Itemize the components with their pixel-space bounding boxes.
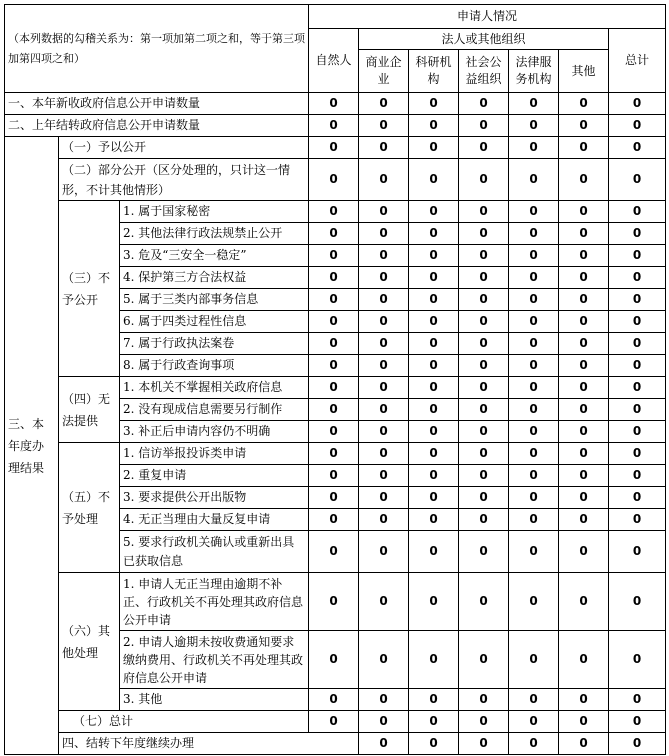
value-cell: 0 <box>359 267 409 289</box>
value-cell: 0 <box>409 245 459 267</box>
value-cell: 0 <box>559 487 609 509</box>
value-cell: 0 <box>459 377 509 399</box>
value-cell: 0 <box>509 509 559 531</box>
table-row <box>5 377 666 399</box>
value-cell: 0 <box>309 159 359 201</box>
value-cell: 0 <box>309 289 359 311</box>
value-cell: 0 <box>409 733 459 755</box>
value-cell: 0 <box>509 159 559 201</box>
value-cell: 0 <box>609 487 666 509</box>
value-cell: 0 <box>509 223 559 245</box>
row-label: 4. 无正当理由大量反复申请 <box>120 509 309 531</box>
value-cell: 0 <box>459 311 509 333</box>
value-cell: 0 <box>359 289 409 311</box>
value-cell: 0 <box>559 333 609 355</box>
value-cell: 0 <box>359 93 409 115</box>
value-cell: 0 <box>409 465 459 487</box>
row-label: 3. 危及“三安全一稳定” <box>120 245 309 267</box>
value-cell: 0 <box>459 465 509 487</box>
value-cell: 0 <box>309 267 359 289</box>
value-cell: 0 <box>459 245 509 267</box>
value-cell: 0 <box>359 733 409 755</box>
legal-entities-header: 法人或其他组织 <box>359 29 609 50</box>
value-cell: 0 <box>509 93 559 115</box>
value-cell: 0 <box>509 711 559 733</box>
section-3-label: 三、本年度办理结果 <box>5 137 59 755</box>
row-label: 2. 其他法律行政法规禁止公开 <box>120 223 309 245</box>
table-row <box>5 711 666 733</box>
value-cell: 0 <box>309 487 359 509</box>
value-cell: 0 <box>459 531 509 573</box>
note-header: （本列数据的勾稽关系为：第一项加第二项之和，等于第三项加第四项之和） <box>5 5 309 93</box>
value-cell: 0 <box>309 631 359 689</box>
value-cell: 0 <box>459 159 509 201</box>
value-cell: 0 <box>409 159 459 201</box>
value-cell: 0 <box>459 289 509 311</box>
value-cell: 0 <box>459 93 509 115</box>
value-cell: 0 <box>609 115 666 137</box>
value-cell: 0 <box>509 311 559 333</box>
value-cell: 0 <box>359 443 409 465</box>
value-cell: 0 <box>309 711 359 733</box>
value-cell: 0 <box>409 289 459 311</box>
table-row <box>5 733 666 755</box>
row-label: 8. 属于行政查询事项 <box>120 355 309 377</box>
value-cell: 0 <box>409 399 459 421</box>
value-cell: 0 <box>509 137 559 159</box>
value-cell: 0 <box>509 399 559 421</box>
value-cell: 0 <box>559 509 609 531</box>
value-cell: 0 <box>609 267 666 289</box>
value-cell: 0 <box>459 487 509 509</box>
legal-service-header: 法律服务机构 <box>509 50 559 93</box>
row-label: 6. 属于四类过程性信息 <box>120 311 309 333</box>
value-cell: 0 <box>459 509 509 531</box>
value-cell: 0 <box>359 333 409 355</box>
sub-section-5-label: （五）不予处理 <box>59 443 120 573</box>
value-cell: 0 <box>509 443 559 465</box>
table-row <box>5 573 666 631</box>
value-cell: 0 <box>509 689 559 711</box>
value-cell: 0 <box>459 355 509 377</box>
value-cell: 0 <box>559 355 609 377</box>
row-label: 二、上年结转政府信息公开申请数量 <box>5 115 309 137</box>
value-cell: 0 <box>359 355 409 377</box>
value-cell: 0 <box>609 377 666 399</box>
value-cell: 0 <box>409 267 459 289</box>
value-cell: 0 <box>359 311 409 333</box>
value-cell: 0 <box>509 245 559 267</box>
value-cell: 0 <box>359 631 409 689</box>
value-cell: 0 <box>359 531 409 573</box>
value-cell: 0 <box>409 631 459 689</box>
other-header: 其他 <box>559 50 609 93</box>
value-cell: 0 <box>309 399 359 421</box>
commercial-header: 商业企业 <box>359 50 409 93</box>
value-cell: 0 <box>509 573 559 631</box>
value-cell: 0 <box>309 443 359 465</box>
value-cell: 0 <box>409 333 459 355</box>
statistics-table <box>4 4 666 755</box>
value-cell: 0 <box>309 311 359 333</box>
value-cell: 0 <box>359 159 409 201</box>
value-cell: 0 <box>459 689 509 711</box>
row-label: 2. 申请人逾期未按收费通知要求缴纳费用、行政机关不再处理其政府信息公开申请 <box>120 631 309 689</box>
value-cell: 0 <box>409 531 459 573</box>
value-cell: 0 <box>509 487 559 509</box>
value-cell: 0 <box>509 733 559 755</box>
row-label: 1. 申请人无正当理由逾期不补正、行政机关不再处理其政府信息公开申请 <box>120 573 309 631</box>
value-cell: 0 <box>309 245 359 267</box>
value-cell: 0 <box>359 509 409 531</box>
value-cell: 0 <box>459 631 509 689</box>
value-cell: 0 <box>559 159 609 201</box>
value-cell: 0 <box>559 689 609 711</box>
value-cell: 0 <box>409 93 459 115</box>
value-cell: 0 <box>559 267 609 289</box>
value-cell: 0 <box>309 223 359 245</box>
row-label: 3. 其他 <box>120 689 309 711</box>
value-cell: 0 <box>609 137 666 159</box>
value-cell: 0 <box>559 93 609 115</box>
value-cell: 0 <box>609 509 666 531</box>
value-cell: 0 <box>409 443 459 465</box>
social-welfare-header: 社会公益组织 <box>459 50 509 93</box>
value-cell: 0 <box>509 267 559 289</box>
row-label: （二）部分公开（区分处理的，只计这一情形，不计其他情形） <box>59 159 309 201</box>
value-cell: 0 <box>559 245 609 267</box>
value-cell: 0 <box>409 137 459 159</box>
value-cell: 0 <box>559 573 609 631</box>
sub-section-3-label: （三）不予公开 <box>59 201 120 377</box>
value-cell: 0 <box>559 289 609 311</box>
value-cell: 0 <box>359 245 409 267</box>
research-header: 科研机构 <box>409 50 459 93</box>
row-label: 1. 信访举报投诉类申请 <box>120 443 309 465</box>
value-cell: 0 <box>409 115 459 137</box>
value-cell: 0 <box>309 573 359 631</box>
value-cell: 0 <box>409 573 459 631</box>
value-cell: 0 <box>459 443 509 465</box>
value-cell: 0 <box>409 689 459 711</box>
value-cell: 0 <box>559 733 609 755</box>
row-label: 5. 要求行政机关确认或重新出具已获取信息 <box>120 531 309 573</box>
value-cell: 0 <box>409 509 459 531</box>
value-cell: 0 <box>559 465 609 487</box>
value-cell: 0 <box>509 201 559 223</box>
value-cell: 0 <box>459 421 509 443</box>
value-cell: 0 <box>359 137 409 159</box>
value-cell: 0 <box>559 711 609 733</box>
value-cell: 0 <box>409 311 459 333</box>
value-cell: 0 <box>509 289 559 311</box>
value-cell: 0 <box>609 465 666 487</box>
row-label: 2. 没有现成信息需要另行制作 <box>120 399 309 421</box>
natural-person-header: 自然人 <box>309 29 359 93</box>
value-cell: 0 <box>559 421 609 443</box>
value-cell: 0 <box>359 223 409 245</box>
row-label: 7. 属于行政执法案卷 <box>120 333 309 355</box>
value-cell: 0 <box>609 311 666 333</box>
value-cell: 0 <box>459 267 509 289</box>
value-cell: 0 <box>359 487 409 509</box>
value-cell: 0 <box>609 711 666 733</box>
value-cell: 0 <box>309 377 359 399</box>
row-label: 4. 保护第三方合法权益 <box>120 267 309 289</box>
row-label: 2. 重复申请 <box>120 465 309 487</box>
value-cell: 0 <box>309 465 359 487</box>
value-cell: 0 <box>609 245 666 267</box>
value-cell: 0 <box>559 137 609 159</box>
value-cell: 0 <box>359 201 409 223</box>
value-cell: 0 <box>359 399 409 421</box>
table-row <box>5 443 666 465</box>
value-cell: 0 <box>509 115 559 137</box>
value-cell: 0 <box>359 421 409 443</box>
value-cell: 0 <box>559 377 609 399</box>
value-cell: 0 <box>509 465 559 487</box>
value-cell: 0 <box>309 201 359 223</box>
value-cell: 0 <box>609 531 666 573</box>
value-cell: 0 <box>509 355 559 377</box>
value-cell: 0 <box>559 443 609 465</box>
value-cell: 0 <box>609 689 666 711</box>
value-cell: 0 <box>309 355 359 377</box>
value-cell: 0 <box>559 311 609 333</box>
value-cell: 0 <box>459 573 509 631</box>
total-header: 总计 <box>609 29 666 93</box>
value-cell: 0 <box>309 115 359 137</box>
row-label: 1. 属于国家秘密 <box>120 201 309 223</box>
value-cell: 0 <box>509 631 559 689</box>
value-cell: 0 <box>409 487 459 509</box>
table-row <box>5 115 666 137</box>
value-cell: 0 <box>409 377 459 399</box>
row-label: 1. 本机关不掌握相关政府信息 <box>120 377 309 399</box>
value-cell: 0 <box>559 631 609 689</box>
value-cell: 0 <box>609 733 666 755</box>
table-row <box>5 137 666 159</box>
value-cell: 0 <box>609 631 666 689</box>
value-cell: 0 <box>459 223 509 245</box>
value-cell: 0 <box>309 509 359 531</box>
value-cell: 0 <box>359 711 409 733</box>
value-cell: 0 <box>559 201 609 223</box>
value-cell: 0 <box>459 201 509 223</box>
value-cell: 0 <box>609 159 666 201</box>
value-cell: 0 <box>459 711 509 733</box>
value-cell: 0 <box>609 201 666 223</box>
value-cell: 0 <box>559 115 609 137</box>
applicant-situation-header: 申请人情况 <box>309 5 666 29</box>
value-cell: 0 <box>409 355 459 377</box>
value-cell: 0 <box>409 223 459 245</box>
value-cell: 0 <box>309 531 359 573</box>
value-cell: 0 <box>459 733 509 755</box>
value-cell: 0 <box>409 421 459 443</box>
table-row <box>5 93 666 115</box>
value-cell: 0 <box>609 93 666 115</box>
row-label: 3. 补正后申请内容仍不明确 <box>120 421 309 443</box>
value-cell: 0 <box>609 333 666 355</box>
row-label: 四、结转下年度继续办理 <box>59 733 359 755</box>
value-cell: 0 <box>309 333 359 355</box>
value-cell: 0 <box>409 711 459 733</box>
value-cell: 0 <box>309 93 359 115</box>
value-cell: 0 <box>509 377 559 399</box>
value-cell: 0 <box>459 115 509 137</box>
table-row <box>5 159 666 201</box>
row-label: 5. 属于三类内部事务信息 <box>120 289 309 311</box>
value-cell: 0 <box>459 137 509 159</box>
row-label: 一、本年新收政府信息公开申请数量 <box>5 93 309 115</box>
value-cell: 0 <box>359 573 409 631</box>
value-cell: 0 <box>609 573 666 631</box>
value-cell: 0 <box>459 333 509 355</box>
value-cell: 0 <box>509 531 559 573</box>
value-cell: 0 <box>509 333 559 355</box>
value-cell: 0 <box>359 115 409 137</box>
value-cell: 0 <box>559 223 609 245</box>
value-cell: 0 <box>359 689 409 711</box>
value-cell: 0 <box>609 443 666 465</box>
value-cell: 0 <box>409 201 459 223</box>
sub-section-4-label: （四）无法提供 <box>59 377 120 443</box>
value-cell: 0 <box>309 421 359 443</box>
row-label: （七）总计 <box>59 711 309 733</box>
value-cell: 0 <box>359 377 409 399</box>
row-label: 3. 要求提供公开出版物 <box>120 487 309 509</box>
value-cell: 0 <box>609 223 666 245</box>
row-label: （一）予以公开 <box>59 137 309 159</box>
value-cell: 0 <box>609 289 666 311</box>
value-cell: 0 <box>559 531 609 573</box>
value-cell: 0 <box>559 399 609 421</box>
value-cell: 0 <box>609 399 666 421</box>
value-cell: 0 <box>309 689 359 711</box>
value-cell: 0 <box>609 355 666 377</box>
sub-section-6-label: （六）其他处理 <box>59 573 120 711</box>
value-cell: 0 <box>609 421 666 443</box>
value-cell: 0 <box>309 137 359 159</box>
table-row <box>5 201 666 223</box>
value-cell: 0 <box>459 399 509 421</box>
value-cell: 0 <box>359 465 409 487</box>
value-cell: 0 <box>509 421 559 443</box>
